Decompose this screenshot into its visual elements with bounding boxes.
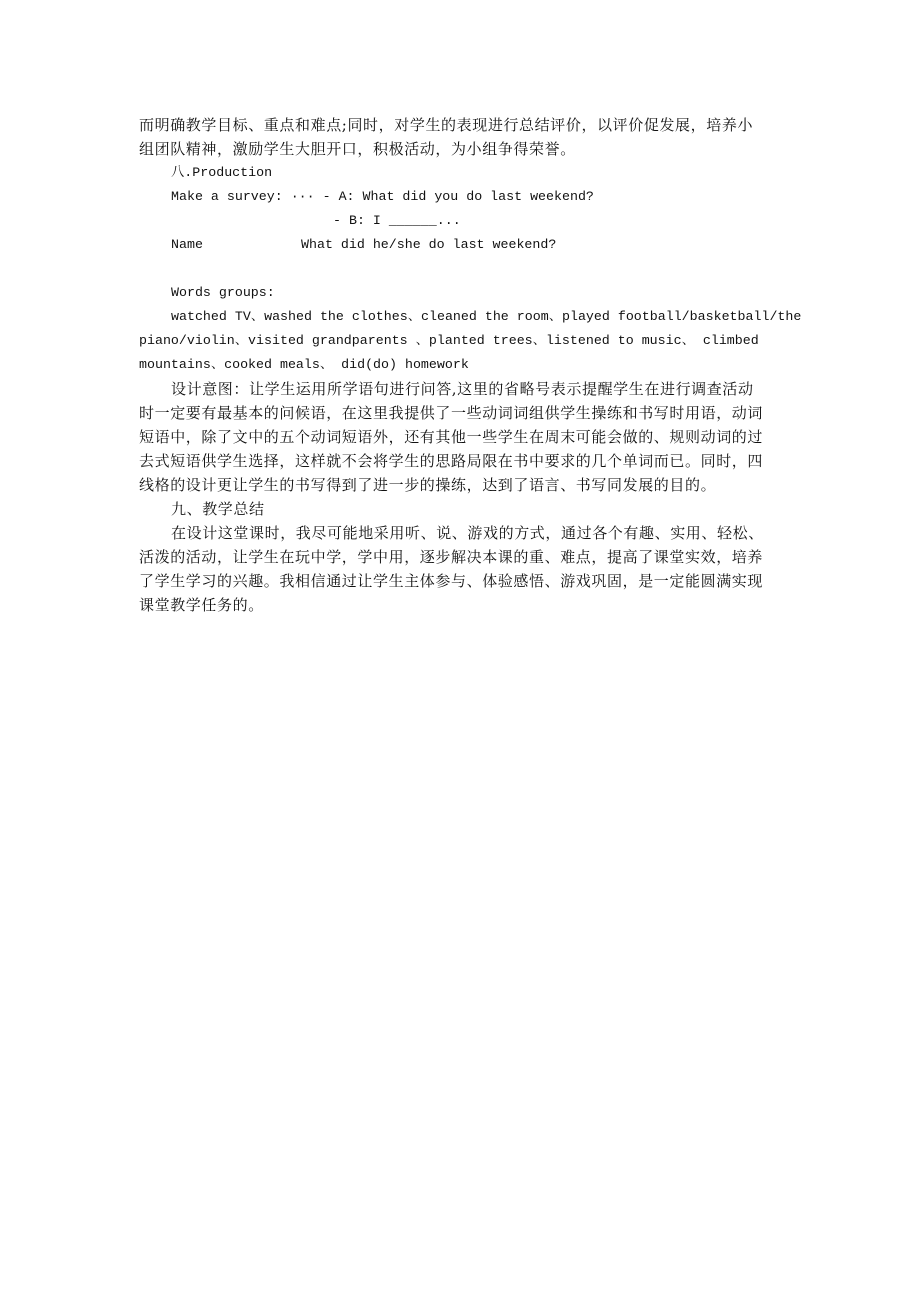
section-heading-production: 八.Production: [171, 165, 273, 180]
section-heading-summary: 九、教学总结: [171, 500, 265, 518]
design-intent-line: 时一定要有最基本的问候语，在这里我提供了一些动词词组供学生操练和书写时用语，动词: [139, 404, 764, 422]
intro-line: 组团队精神，激励学生大胆开口，积极活动，为小组争得荣誉。: [139, 140, 576, 158]
words-line: watched TV、washed the clothes、cleaned the room、played football/basketball/the: [171, 309, 802, 324]
words-line: mountains、cooked meals、 did(do) homework: [139, 357, 469, 372]
table-header-name: Name: [171, 237, 203, 252]
words-groups-label: Words groups:: [171, 285, 275, 300]
intro-line: 而明确教学目标、重点和难点;同时，对学生的表现进行总结评价，以评价促发展，培养小: [139, 116, 754, 134]
survey-line-b: - B: I ______...: [333, 213, 461, 228]
design-intent-line: 设计意图：让学生运用所学语句进行问答,这里的省略号表示提醒学生在进行调查活动: [171, 380, 754, 398]
words-line: piano/violin、visited grandparents 、planted trees、listened to music、 climbed: [139, 333, 759, 348]
summary-line: 了学生学习的兴趣。我相信通过让学生主体参与、体验感悟、游戏巩固，是一定能圆满实现: [139, 572, 764, 590]
summary-line: 活泼的活动，让学生在玩中学，学中用，逐步解决本课的重、难点，提高了课堂实效，培养: [139, 548, 764, 566]
design-intent-line: 短语中，除了文中的五个动词短语外，还有其他一些学生在周末可能会做的、规则动词的过: [139, 428, 764, 446]
summary-line: 课堂教学任务的。: [139, 596, 264, 614]
survey-line-a: Make a survey: ··· - A: What did you do last weekend?: [171, 189, 594, 204]
design-intent-line: 去式短语供学生选择，这样就不会将学生的思路局限在书中要求的几个单词而已。同时，四: [139, 452, 764, 470]
summary-line: 在设计这堂课时，我尽可能地采用听、说、游戏的方式，通过各个有趣、实用、轻松、: [171, 524, 764, 542]
table-header-question: What did he/she do last weekend?: [301, 237, 557, 252]
design-intent-line: 线格的设计更让学生的书写得到了进一步的操练，达到了语言、书写同发展的目的。: [139, 476, 717, 494]
